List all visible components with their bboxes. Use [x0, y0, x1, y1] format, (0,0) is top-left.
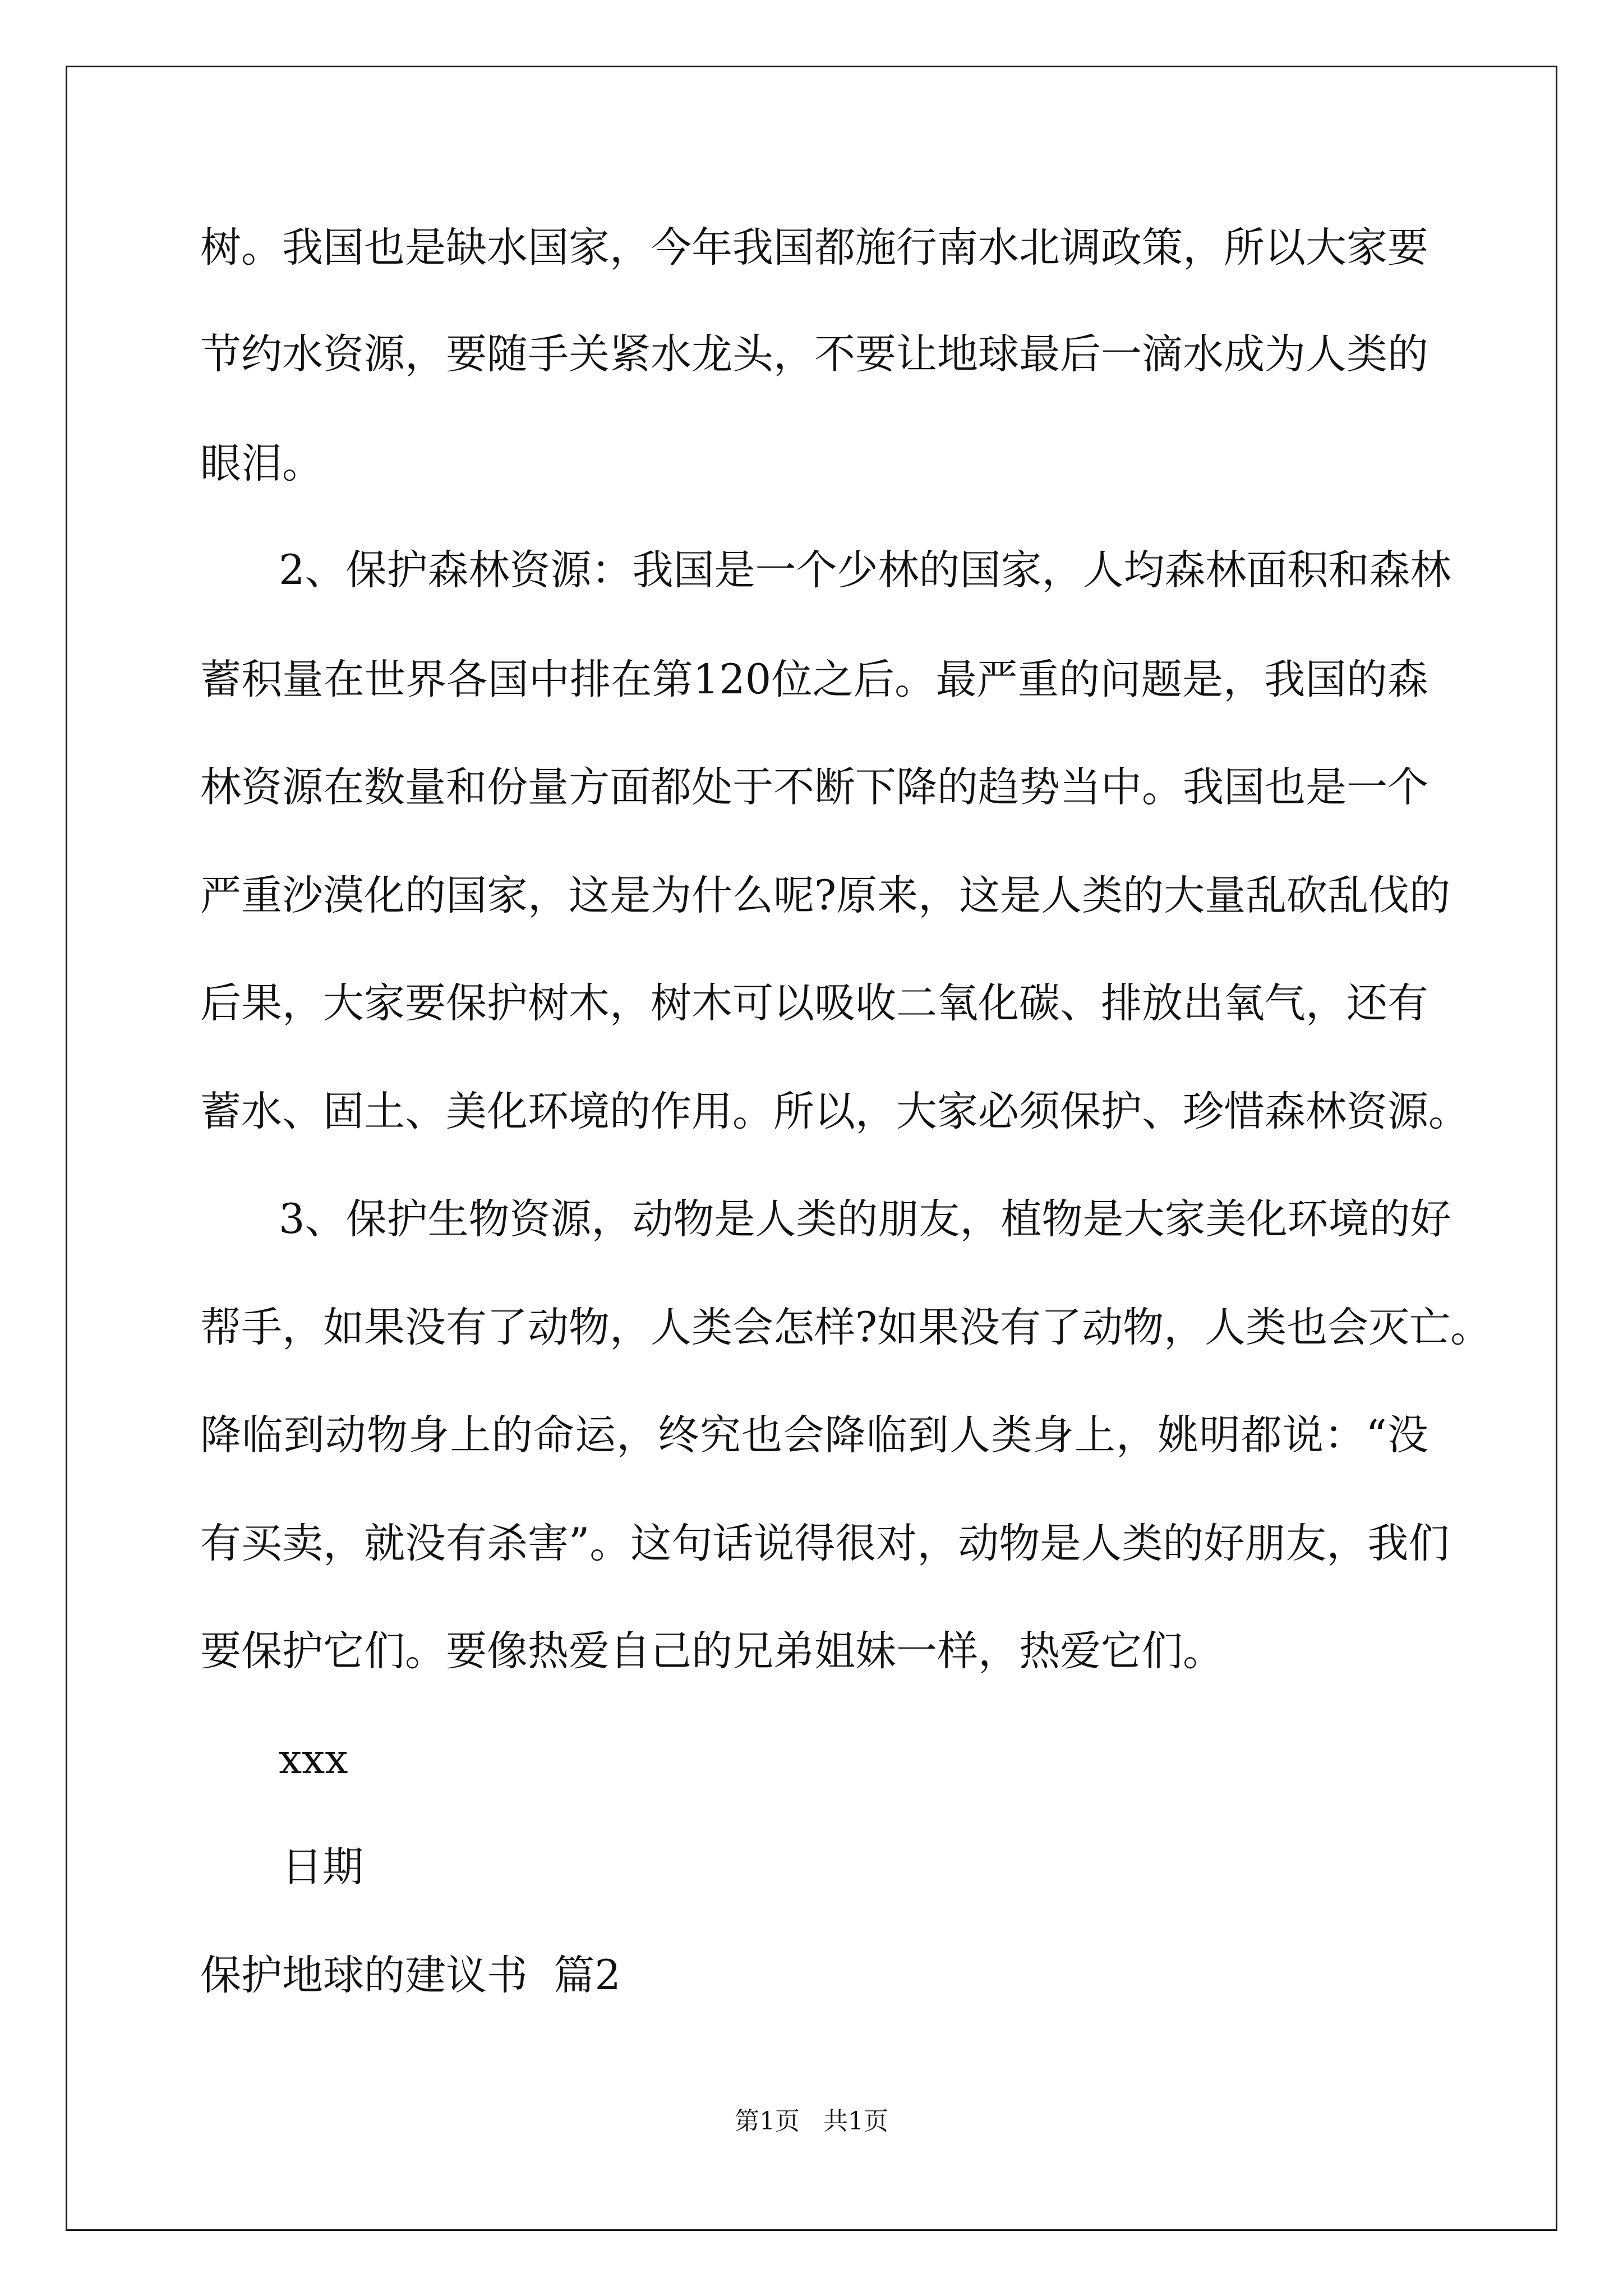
paragraph-3-start: 3、保护生物资源，动物是人类的朋友，植物是大家美化环境的好: [279, 1195, 1451, 1243]
date-label: 日期: [282, 1843, 363, 1891]
section-heading: 保护地球的建议书 篇2: [200, 1952, 621, 1999]
body-text-line-1: 树。我国也是缺水国家，今年我国都施行南水北调政策，所以大家要: [200, 224, 1428, 272]
body-text-line-13: 有买卖，就没有杀害”。这句话说得很对，动物是人类的好朋友，我们: [200, 1520, 1450, 1567]
body-text-line-11: 帮手，如果没有了动物，人类会怎样?如果没有了动物，人类也会灭亡。: [200, 1304, 1492, 1351]
body-text-line-12: 降临到动物身上的命运，终究也会降临到人类身上，姚明都说：“没: [200, 1411, 1428, 1459]
page-footer: 第1页 共1页: [735, 2107, 888, 2136]
body-text-line-9: 蓄水、固土、美化环境的作用。所以，大家必须保护、珍惜森林资源。: [200, 1088, 1469, 1135]
body-text-line-5: 蓄积量在世界各国中排在第120位之后。最严重的问题是，我国的森: [200, 656, 1428, 703]
body-text-line-8: 后果，大家要保护树木，树木可以吸收二氧化碳、排放出氧气，还有: [200, 979, 1428, 1027]
body-text-line-6: 林资源在数量和份量方面都处于不断下降的趋势当中。我国也是一个: [200, 763, 1428, 811]
paragraph-2-start: 2、保护森林资源：我国是一个少林的国家，人均森林面积和森林: [279, 546, 1451, 594]
body-text-line-3: 眼泪。: [200, 440, 323, 487]
body-text-line-14: 要保护它们。要像热爱自己的兄弟姐妹一样，热爱它们。: [200, 1627, 1224, 1675]
body-text-line-7: 严重沙漠化的国家，这是为什么呢?原来，这是人类的大量乱砍乱伐的: [200, 872, 1451, 919]
page-border: [66, 66, 1557, 2231]
signature: xxx: [279, 1736, 348, 1783]
body-text-line-2: 节约水资源，要随手关紧水龙头，不要让地球最后一滴水成为人类的: [200, 330, 1428, 378]
